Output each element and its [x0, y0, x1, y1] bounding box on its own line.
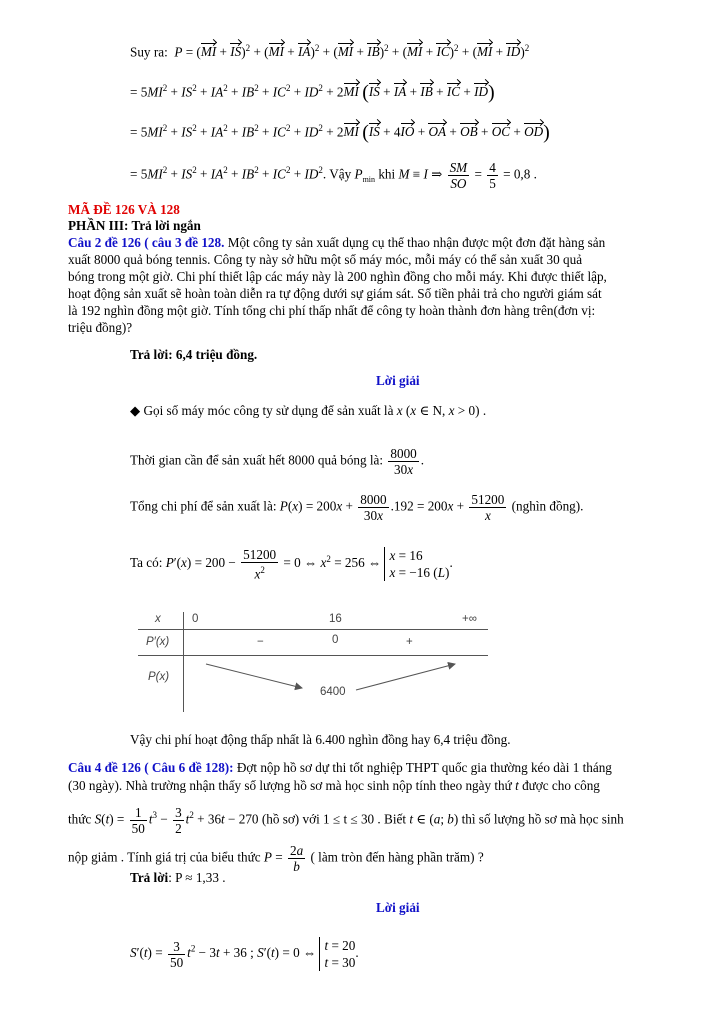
q2-text-1: Một công ty sản xuất dụng cụ thể thao nhận được một đơn đặt hàng sản [224, 235, 606, 250]
q4-text-3-end: thì số lượng hồ sơ mà học sinh [461, 811, 624, 827]
derivation-line-1: Suy ra: P = (MI + IS)$^2$ + (MI + IA)$^2$ + (MI + IB)$^2$ + (MI + IC)$^2$ + (MI + ID)$^2$ [130, 43, 530, 60]
table-x-inf: +∞ [462, 613, 477, 625]
q2-line-6: triệu đồng)? [68, 320, 133, 335]
table-x-0: 0 [192, 613, 199, 625]
part-heading: PHẦN III: Trả lời ngắn [68, 218, 201, 233]
table-row-derivative: P′(x) [146, 636, 170, 648]
q2-line-2: xuất 8000 quả bóng tennis. Công ty này sở hữu một số máy móc, mỗi máy có thể sản xuất 30 quả [68, 252, 583, 267]
q2-line-5: là 192 nghìn đồng một giờ. Tính tổng chi phí thấp nhất để công ty hoàn thành đơn hàng trên(đơn vị: [68, 303, 596, 318]
increasing-arrow-icon [356, 664, 455, 690]
q4-text-2-end: được cho công [522, 778, 600, 793]
q4-text-4: nộp giảm . Tính giá trị của biểu thức [68, 849, 261, 865]
q4-line-4: nộp giảm . Tính giá trị của biểu thức P = $\frac{2a}{b}$ ( làm tròn đến hàng phần trăm) ? [68, 843, 484, 874]
table-row-function: P(x) [148, 671, 170, 683]
q4-text-3-start: thức [68, 811, 92, 827]
q4-answer-value: : P ≈ 1,33 . [168, 870, 226, 885]
q4-text-3-mid: (hồ sơ) với 1 ≤ t ≤ 30 . Biết [261, 811, 407, 827]
q2-line-3: bóng trong một giờ. Chi phí thiết lập các máy này là 200 nghìn đồng cho mỗi máy. Khi được thiết lập, [68, 269, 607, 284]
q2-step-4: Ta có: P′(x) = 200 − $\frac{51200}{x^2}$ = 0 ⇔ $x^2 = 256$ ⇔ x = 16 x = −16 (L). [130, 547, 453, 582]
q4-line-1 [68, 760, 612, 776]
q2-step-1: ◆ Gọi số máy móc công ty sử dụng để sản xuất là x (x ∈ N, x > 0) . [130, 403, 487, 418]
q2-answer-label: Trả lời [130, 347, 169, 362]
derivation-line-4: = $5MI^2 + IS^2 + IA^2 + IB^2 + IC^2 + ID^2$. Vậy $P_{min}$ khi M ≡ I ⇒ $\frac{SM}{SO}$ = $\frac{4}{5}$ = 0,8 . [130, 160, 537, 191]
derivation-ratio-value: = 0,8 . [503, 166, 537, 182]
q2-label: Câu 2 đề 126 ( câu 3 đề 128. [68, 235, 225, 250]
diamond-bullet-icon: ◆ [130, 403, 141, 418]
exam-heading: MÃ ĐỀ 126 VÀ 128 [68, 202, 180, 217]
derivation-line-3: = $5MI^2 + IS^2 + IA^2 + IB^2 + IC^2 + ID^2 + 2MI$ (IS + 4IO + OA + OB + OC + OD) [130, 121, 550, 144]
table-row-x: x [155, 613, 161, 625]
q4-text-2: (30 ngày). Nhà trường nhận thấy số lượng hồ sơ mà học sinh nộp tính theo ngày thứ [68, 778, 512, 793]
q2-step-2-text: Thời gian cần để sản xuất hết 8000 quả bóng là: [130, 452, 384, 468]
derivation-vay: . Vậy [322, 166, 352, 182]
q2-step-3-unit: (nghìn đồng). [511, 498, 584, 514]
table-min-value: 6400 [320, 686, 346, 698]
q4-answer [130, 870, 226, 886]
table-sign-pos: + [406, 636, 413, 648]
q2-line-4: hoạt động sản xuất sẽ hoàn toàn diễn ra tự động dưới sự giám sát. Số tiền phải trả cho người giám sát [68, 286, 602, 301]
decreasing-arrow-icon [206, 664, 302, 688]
q2-conclusion: Vậy chi phí hoạt động thấp nhất là 6.400 nghìn đồng hay 6,4 triệu đồng. [130, 732, 511, 747]
q4-label: Câu 4 đề 126 ( Câu 6 đề 128): [68, 760, 234, 775]
q4-solution-title: Lời giải [376, 900, 420, 915]
q4-line-2: (30 ngày). Nhà trường nhận thấy số lượng hồ sơ mà học sinh nộp tính theo ngày thứ t được cho công [68, 778, 600, 793]
derivation-khi: khi [378, 166, 396, 182]
q4-line-3: thức S(t) = $\frac{1}{50}$ $t^3$ − $\frac{3}{2}$ $t^2 + 36t - 270$ (hồ sơ) với 1 ≤ t ≤ 30 . Biết t ∈ (a; b) thì số lượng hồ sơ mà học sinh [68, 805, 624, 836]
q2-solution-title: Lời giải [376, 373, 420, 388]
q2-step-1-text: Gọi số máy móc công ty sử dụng để sản xuất là [143, 403, 394, 418]
table-x-16: 16 [329, 613, 342, 625]
derivation-line-2: = $5MI^2 + IS^2 + IA^2 + IB^2 + IC^2 + ID^2 + 2MI$ (IS + IA + IB + IC + ID) [130, 81, 495, 104]
derivation-lead: Suy ra: [130, 44, 168, 60]
q4-step-1: S′(t) = $\frac{3}{50}$ $t^2 - 3t + 36$ ; S′(t) = 0 ⇔ t = 20 t = 30. [130, 938, 359, 970]
q2-step-3: Tổng chi phí để sản xuất là: P(x) = 200x + $\frac{8000}{30x}$ .192 = 200x + $\frac{51200}{x}$ (nghìn đồng). [130, 492, 584, 523]
q2-answer-value: : 6,4 triệu đồng. [168, 347, 258, 362]
q2-step-3-text: Tổng chi phí để sản xuất là: [130, 498, 277, 514]
q2-step-4-text: Ta có: [130, 555, 163, 571]
q4-answer-label: Trả lời [130, 870, 169, 885]
table-sign-zero: 0 [332, 634, 339, 646]
q4-text-1: Đợt nộp hồ sơ dự thi tốt nghiệp THPT quốc gia thường kéo dài 1 tháng [233, 760, 612, 775]
table-sign-neg: − [257, 636, 264, 648]
q4-text-4-end: ( làm tròn đến hàng phần trăm) ? [310, 849, 484, 865]
q2-step-2: Thời gian cần để sản xuất hết 8000 quả bóng là: $\frac{8000}{30x}$ . [130, 446, 425, 477]
